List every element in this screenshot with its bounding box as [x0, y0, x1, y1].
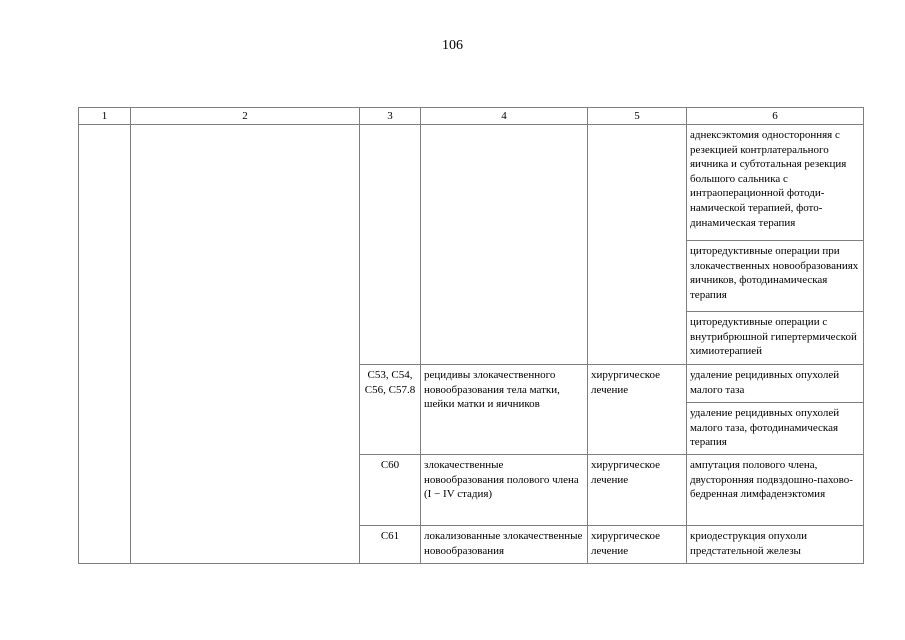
- treatment-type-cell: хирургическое лечение: [588, 365, 687, 455]
- model-cell: злокачественные новообразования полового члена (I − IV стадия): [421, 455, 588, 526]
- table-header-row: [79, 108, 864, 125]
- treatment-cell: удаление рецидивных опухолей малого таза: [687, 365, 864, 403]
- treatment-cell: удаление рецидивных опухолей малого таза, фотодинамическая терапия: [687, 403, 864, 455]
- column-header-1: 1: [79, 108, 131, 125]
- page-number: 106: [442, 38, 463, 53]
- treatment-cell: аднексэктомия односторонняя с резекцией контрлатерального яичника и субтотальная резекция большого сальника с интраоперационной фотодинамической терапией, фотодинамическая терапия: [687, 125, 864, 241]
- type-cell-empty: [588, 125, 687, 365]
- code-cell: C53, C54, C56, C57.8: [360, 365, 421, 455]
- col1-empty-cell: [79, 125, 131, 564]
- treatment-type-cell: хирургическое лечение: [588, 455, 687, 526]
- table-row: [79, 125, 864, 241]
- model-cell: рецидивы злокачественного новообразования тела матки, шейки матки и яичников: [421, 365, 588, 455]
- code-cell-empty: [360, 125, 421, 365]
- medical-care-table: [78, 107, 864, 564]
- treatment-cell: ампутация полового члена, двусторонняя подвздошно-пахово-бедренная лимфаденэктомия: [687, 455, 864, 526]
- model-cell: локализованные злокачественные новообразования: [421, 526, 588, 564]
- code-cell: C60: [360, 455, 421, 526]
- col2-empty-cell: [131, 125, 360, 564]
- treatment-cell: циторедуктивные операции при злокачественных новообразованиях яичников, фотодинамическая терапия: [687, 241, 864, 312]
- column-header-3: 3: [360, 108, 421, 125]
- column-header-5: 5: [588, 108, 687, 125]
- treatment-cell: криодеструкция опухоли предстательной железы: [687, 526, 864, 564]
- column-header-2: 2: [131, 108, 360, 125]
- column-header-6: 6: [687, 108, 864, 125]
- treatment-type-cell: хирургическое лечение: [588, 526, 687, 564]
- model-cell-empty: [421, 125, 588, 365]
- column-header-4: 4: [421, 108, 588, 125]
- treatment-cell: циторедуктивные операции с внутрибрюшной гипертермической химиотерапией: [687, 312, 864, 365]
- code-cell: C61: [360, 526, 421, 564]
